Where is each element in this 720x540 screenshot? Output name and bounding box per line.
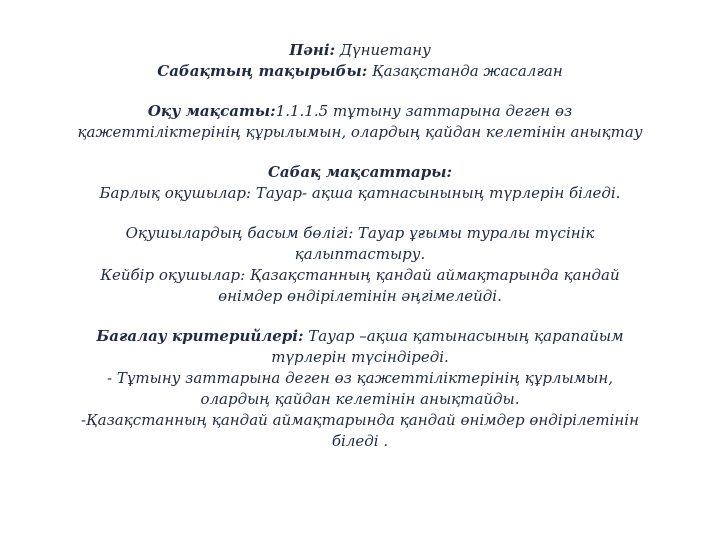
most-students-objective-line1: Оқушылардың басым бөлігі: Тауар ұғымы туралы түсінік [125, 224, 595, 242]
topic-value: Қазақстанда жасалған [367, 62, 563, 80]
assessment-line2: түрлерін түсіндіреді. [271, 348, 449, 366]
lesson-plan-text [40, 40, 680, 452]
spacer [40, 307, 680, 326]
topic-label: Сабақтың тақырыбы: [157, 62, 368, 80]
learning-objective-value: 1.1.1.5 тұтыну заттарына деген өз [275, 102, 573, 120]
subject-line [40, 40, 680, 61]
subject-label: Пәні: [289, 41, 336, 59]
spacer [40, 82, 680, 101]
assessment-line1 [40, 326, 680, 347]
assessment-text: Тауар –ақша қатынасының қарапайым [303, 327, 624, 345]
some-students-objective-line2: өнімдер өндірілетінін әңгімелейді. [218, 287, 502, 305]
spacer [40, 143, 680, 162]
learning-objective-continuation: қажеттіліктерінің құрылымын, олардың қайдан келетінін анықтау [77, 123, 643, 141]
learning-objective-line [40, 101, 680, 122]
assessment-label: Бағалау критерийлері: [96, 327, 304, 345]
assessment-line5: -Қазақстанның қандай аймақтарында қандай өнімдер өндірілетінін [80, 411, 639, 429]
lesson-objectives-heading: Сабақ мақсаттары: [267, 163, 453, 181]
assessment-line4: олардың қайдан келетінін анықтайды. [200, 390, 520, 408]
topic-line [40, 61, 680, 82]
spacer [40, 204, 680, 223]
assessment-line3: - Тұтыну заттарына деген өз қажеттіліктерінің құрлымын, [106, 369, 613, 387]
most-students-objective-line2: қалыптастыру. [294, 245, 426, 263]
all-students-objective: Барлық оқушылар: Тауар- ақша қатнасынының түрлерін біледі. [99, 184, 621, 202]
assessment-line6: біледі . [331, 432, 389, 450]
learning-objective-label: Оқу мақсаты: [147, 102, 276, 120]
some-students-objective-line1: Кейбір оқушылар: Қазақстанның қандай аймақтарында қандай [100, 266, 620, 284]
subject-value: Дүниетану [335, 41, 431, 59]
